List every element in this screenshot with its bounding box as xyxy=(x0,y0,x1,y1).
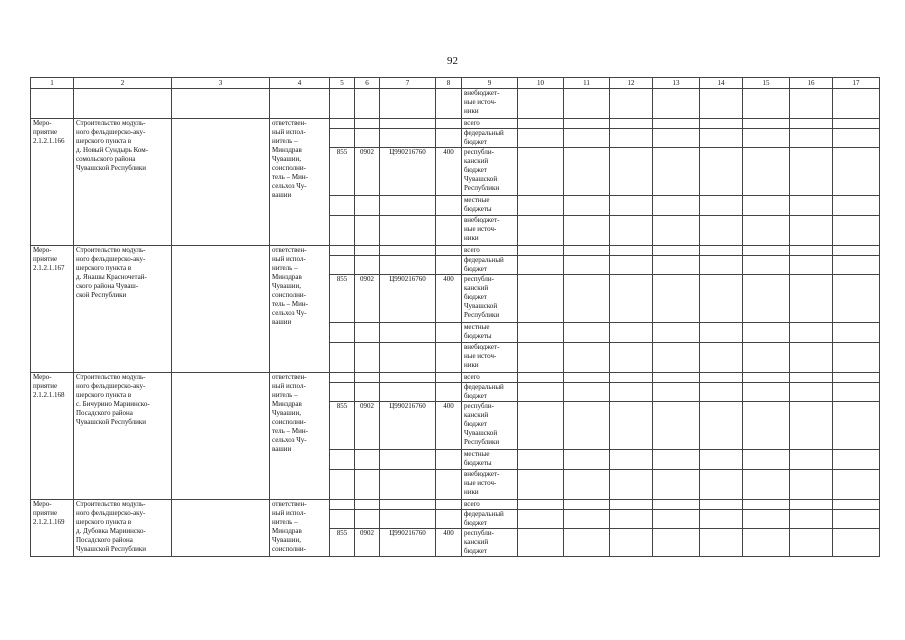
funding-source: внебюджет- ные источ- ники xyxy=(462,343,518,373)
cell-col-17 xyxy=(833,383,880,402)
cell-col-17 xyxy=(833,510,880,529)
cell-col-14 xyxy=(700,216,743,246)
cell-col-12 xyxy=(610,196,653,216)
csr-code: Ц990216760 xyxy=(380,148,436,196)
cell-col-17 xyxy=(833,402,880,450)
cell-col-15 xyxy=(743,129,790,148)
cell-col-15 xyxy=(743,275,790,323)
cell-col-6 xyxy=(355,373,380,383)
cell-col-12 xyxy=(610,529,653,557)
cell-col-15 xyxy=(743,119,790,129)
cell-col-17 xyxy=(833,246,880,256)
cell-col-8 xyxy=(436,246,462,256)
cell-col-13 xyxy=(653,129,700,148)
cell-col-5 xyxy=(330,129,355,148)
measure-col-3 xyxy=(172,119,270,246)
cell-col-7 xyxy=(380,510,436,529)
cell-col-13 xyxy=(653,246,700,256)
measure-executor: ответствен- ный испол- нитель – Минздрав Чувашии, соисполни- тель – Мин- сельхоз Чу- вашии xyxy=(270,246,330,373)
cell-col-15 xyxy=(743,196,790,216)
funding-source: внебюджет- ные источ- ники xyxy=(462,89,518,119)
measure-col-3 xyxy=(172,373,270,500)
rzpr-code: 0902 xyxy=(355,529,380,557)
funding-source: федеральный бюджет xyxy=(462,256,518,275)
cell-col-11 xyxy=(564,275,610,323)
cell-col-12 xyxy=(610,450,653,470)
column-header-2: 2 xyxy=(74,78,172,89)
cell-col-12 xyxy=(610,119,653,129)
measure-number: Меро- приятие 2.1.2.1.169 xyxy=(31,500,74,557)
cell-col-5 xyxy=(330,246,355,256)
funding-source: федеральный бюджет xyxy=(462,510,518,529)
measure-number: Меро- приятие 2.1.2.1.168 xyxy=(31,373,74,500)
cell-col-11 xyxy=(564,323,610,343)
cell-col-15 xyxy=(743,216,790,246)
cell-col-6 xyxy=(355,89,380,119)
cell-col-10 xyxy=(518,470,564,500)
cell-col-15 xyxy=(743,148,790,196)
cell-col-10 xyxy=(518,383,564,402)
cell-col-6 xyxy=(355,256,380,275)
grbs-code: 855 xyxy=(330,148,355,196)
cell-col-11 xyxy=(564,129,610,148)
cell-col-13 xyxy=(653,470,700,500)
measure-executor: ответствен- ный испол- нитель – Минздрав Чувашии, соисполни- тель – Мин- сельхоз Чу- вашии xyxy=(270,373,330,500)
cell-col-6 xyxy=(355,470,380,500)
cell-col-10 xyxy=(518,510,564,529)
funding-source: республи- канский бюджет Чувашской Республики xyxy=(462,402,518,450)
cell-col-16 xyxy=(790,373,833,383)
cell-col-14 xyxy=(700,470,743,500)
cell-col-14 xyxy=(700,402,743,450)
vr-code: 400 xyxy=(436,402,462,450)
header-row xyxy=(31,78,880,89)
funding-source: внебюджет- ные источ- ники xyxy=(462,470,518,500)
cell-col-10 xyxy=(518,450,564,470)
cell-col-11 xyxy=(564,450,610,470)
cell-col-7 xyxy=(380,450,436,470)
cell-col-15 xyxy=(743,246,790,256)
cell-col-8 xyxy=(436,470,462,500)
cell-col-13 xyxy=(653,529,700,557)
cell-col-17 xyxy=(833,129,880,148)
cell-col-7 xyxy=(380,129,436,148)
cell-col-10 xyxy=(518,196,564,216)
cell-col-11 xyxy=(564,196,610,216)
cell-col-8 xyxy=(436,383,462,402)
cell-col-12 xyxy=(610,373,653,383)
measure-executor: ответствен- ный испол- нитель – Минздрав Чувашии, соисполни- xyxy=(270,500,330,557)
cell-col-7 xyxy=(380,343,436,373)
cell-col-14 xyxy=(700,373,743,383)
funding-source: всего xyxy=(462,119,518,129)
cell-col-11 xyxy=(564,148,610,196)
cell-col-15 xyxy=(743,529,790,557)
cell-col-12 xyxy=(610,343,653,373)
cell-col-16 xyxy=(790,383,833,402)
cell-col-17 xyxy=(833,216,880,246)
cell-col-10 xyxy=(518,216,564,246)
page-number: 92 xyxy=(447,55,458,67)
measure-number: Меро- приятие 2.1.2.1.167 xyxy=(31,246,74,373)
cell-col-17 xyxy=(833,500,880,510)
measure-name: Строительство модуль- ного фельдшерско-аку- шерского пункта в д. Янашы Красночетай- ского района Чуваш- ской Республики xyxy=(74,246,172,373)
csr-code: Ц990216760 xyxy=(380,529,436,557)
cell-col-13 xyxy=(653,402,700,450)
cell-col-14 xyxy=(700,256,743,275)
cell-col-13 xyxy=(653,450,700,470)
funding-source: всего xyxy=(462,246,518,256)
cell-col-12 xyxy=(610,402,653,450)
cell-col-10 xyxy=(518,89,564,119)
column-header-14: 14 xyxy=(700,78,743,89)
column-header-5: 5 xyxy=(330,78,355,89)
cell-col-17 xyxy=(833,119,880,129)
cell-col-7 xyxy=(380,216,436,246)
cell-col-11 xyxy=(564,216,610,246)
funding-source: федеральный бюджет xyxy=(462,129,518,148)
cell-col-8 xyxy=(436,216,462,246)
cell-col-6 xyxy=(355,246,380,256)
cell-col-16 xyxy=(790,216,833,246)
cell-col-5 xyxy=(330,373,355,383)
cell-col-7 xyxy=(380,246,436,256)
column-header-1: 1 xyxy=(31,78,74,89)
cell-col-13 xyxy=(653,216,700,246)
cell-col-16 xyxy=(790,343,833,373)
cell-col-12 xyxy=(610,510,653,529)
column-header-8: 8 xyxy=(436,78,462,89)
vr-code: 400 xyxy=(436,148,462,196)
column-header-15: 15 xyxy=(743,78,790,89)
cell-col-10 xyxy=(518,256,564,275)
cell-col-15 xyxy=(743,343,790,373)
cell-col-12 xyxy=(610,148,653,196)
table-row xyxy=(31,246,880,256)
measure-name: Строительство модуль- ного фельдшерско-аку- шерского пункта в с. Бичурино Мариинско- Посадского района Чувашской Республики xyxy=(74,373,172,500)
grbs-code: 855 xyxy=(330,402,355,450)
csr-code: Ц990216760 xyxy=(380,402,436,450)
cell-col-14 xyxy=(700,323,743,343)
cell-col-13 xyxy=(653,383,700,402)
cell-col-16 xyxy=(790,510,833,529)
cell-col-13 xyxy=(653,148,700,196)
cell-col-7 xyxy=(380,89,436,119)
cell-col-16 xyxy=(790,246,833,256)
rzpr-code: 0902 xyxy=(355,148,380,196)
cell-col-12 xyxy=(610,275,653,323)
cell-col-10 xyxy=(518,529,564,557)
cell-col-15 xyxy=(743,323,790,343)
cell-col-13 xyxy=(653,89,700,119)
table-row xyxy=(31,89,880,119)
column-header-13: 13 xyxy=(653,78,700,89)
cell-col-5 xyxy=(330,510,355,529)
cell-col-15 xyxy=(743,89,790,119)
cell-col-10 xyxy=(518,402,564,450)
measure-col-3 xyxy=(172,246,270,373)
column-header-3: 3 xyxy=(172,78,270,89)
cell-col-11 xyxy=(564,470,610,500)
cell-col-10 xyxy=(518,500,564,510)
cell-col-11 xyxy=(564,383,610,402)
cell-col-12 xyxy=(610,383,653,402)
cell-col-11 xyxy=(564,529,610,557)
cell-col-8 xyxy=(436,129,462,148)
funding-source: федеральный бюджет xyxy=(462,383,518,402)
table-row xyxy=(31,119,880,129)
cell-col-15 xyxy=(743,500,790,510)
cell-col-15 xyxy=(743,450,790,470)
cell-col-11 xyxy=(564,256,610,275)
column-header-16: 16 xyxy=(790,78,833,89)
cell-col-5 xyxy=(330,119,355,129)
cell-col-11 xyxy=(564,510,610,529)
measure-number: Меро- приятие 2.1.2.1.166 xyxy=(31,119,74,246)
cell-col-12 xyxy=(610,256,653,275)
cell-col-17 xyxy=(833,196,880,216)
cell-col-15 xyxy=(743,510,790,529)
column-header-11: 11 xyxy=(564,78,610,89)
cell-col-10 xyxy=(518,119,564,129)
cell-col-16 xyxy=(790,196,833,216)
funding-source: всего xyxy=(462,500,518,510)
cell-col-5 xyxy=(330,470,355,500)
cell-col-5 xyxy=(330,196,355,216)
cell-col-7 xyxy=(380,196,436,216)
grbs-code: 855 xyxy=(330,275,355,323)
column-header-10: 10 xyxy=(518,78,564,89)
cell-col-17 xyxy=(833,470,880,500)
measure-col-3 xyxy=(172,500,270,557)
cell-col-12 xyxy=(610,323,653,343)
cell-col-7 xyxy=(380,383,436,402)
cell-col-14 xyxy=(700,343,743,373)
cell-col-16 xyxy=(790,89,833,119)
cell-col-17 xyxy=(833,256,880,275)
cell-col-15 xyxy=(743,383,790,402)
cell-col-16 xyxy=(790,470,833,500)
cell-col-6 xyxy=(355,383,380,402)
grbs-code: 855 xyxy=(330,529,355,557)
column-header-17: 17 xyxy=(833,78,880,89)
funding-source: местные бюджеты xyxy=(462,323,518,343)
cell-col-10 xyxy=(518,373,564,383)
funding-source: внебюджет- ные источ- ники xyxy=(462,216,518,246)
measure-name: Строительство модуль- ного фельдшерско-аку- шерского пункта в д. Новый Сундырь Ком- сомольского района Чувашской Республики xyxy=(74,119,172,246)
cell-col-16 xyxy=(790,129,833,148)
cell-col-8 xyxy=(436,323,462,343)
cell-col-8 xyxy=(436,500,462,510)
cell-col-14 xyxy=(700,529,743,557)
cell-col-16 xyxy=(790,500,833,510)
cell-col-13 xyxy=(653,373,700,383)
column-header-9: 9 xyxy=(462,78,518,89)
funding-source: местные бюджеты xyxy=(462,196,518,216)
cell-col-13 xyxy=(653,119,700,129)
cell-col-5 xyxy=(330,450,355,470)
cell-col-2 xyxy=(74,89,172,119)
cell-col-13 xyxy=(653,500,700,510)
cell-col-13 xyxy=(653,256,700,275)
cell-col-6 xyxy=(355,500,380,510)
cell-col-14 xyxy=(700,129,743,148)
cell-col-7 xyxy=(380,373,436,383)
cell-col-6 xyxy=(355,119,380,129)
cell-col-17 xyxy=(833,275,880,323)
cell-col-11 xyxy=(564,500,610,510)
cell-col-16 xyxy=(790,148,833,196)
cell-col-12 xyxy=(610,89,653,119)
cell-col-8 xyxy=(436,196,462,216)
cell-col-5 xyxy=(330,89,355,119)
cell-col-10 xyxy=(518,246,564,256)
cell-col-14 xyxy=(700,196,743,216)
funding-source: всего xyxy=(462,373,518,383)
funding-source: республи- канский бюджет xyxy=(462,529,518,557)
cell-col-6 xyxy=(355,450,380,470)
column-header-12: 12 xyxy=(610,78,653,89)
cell-col-13 xyxy=(653,343,700,373)
cell-col-12 xyxy=(610,216,653,246)
cell-col-15 xyxy=(743,256,790,275)
cell-col-14 xyxy=(700,89,743,119)
funding-source: республи- канский бюджет Чувашской Республики xyxy=(462,148,518,196)
cell-col-12 xyxy=(610,470,653,500)
table-row xyxy=(31,500,880,510)
cell-col-11 xyxy=(564,343,610,373)
cell-col-8 xyxy=(436,119,462,129)
cell-col-16 xyxy=(790,323,833,343)
cell-col-10 xyxy=(518,148,564,196)
cell-col-11 xyxy=(564,246,610,256)
cell-col-11 xyxy=(564,119,610,129)
cell-col-17 xyxy=(833,89,880,119)
cell-col-5 xyxy=(330,216,355,246)
cell-col-17 xyxy=(833,343,880,373)
cell-col-7 xyxy=(380,119,436,129)
column-header-4: 4 xyxy=(270,78,330,89)
cell-col-5 xyxy=(330,256,355,275)
cell-col-13 xyxy=(653,196,700,216)
cell-col-16 xyxy=(790,256,833,275)
cell-col-5 xyxy=(330,500,355,510)
cell-col-7 xyxy=(380,256,436,275)
cell-col-4 xyxy=(270,89,330,119)
cell-col-6 xyxy=(355,216,380,246)
measure-executor: ответствен- ный испол- нитель – Минздрав Чувашии, соисполни- тель – Мин- сельхоз Чу- вашии xyxy=(270,119,330,246)
cell-col-17 xyxy=(833,148,880,196)
cell-col-17 xyxy=(833,529,880,557)
cell-col-6 xyxy=(355,129,380,148)
cell-col-5 xyxy=(330,343,355,373)
cell-col-16 xyxy=(790,529,833,557)
cell-col-6 xyxy=(355,510,380,529)
cell-col-14 xyxy=(700,119,743,129)
cell-col-7 xyxy=(380,470,436,500)
cell-col-14 xyxy=(700,275,743,323)
cell-col-8 xyxy=(436,373,462,383)
cell-col-13 xyxy=(653,275,700,323)
cell-col-11 xyxy=(564,373,610,383)
measure-name: Строительство модуль- ного фельдшерско-аку- шерского пункта в д. Дубовка Мариинско- Посадского района Чувашской Республики xyxy=(74,500,172,557)
cell-col-8 xyxy=(436,256,462,275)
cell-col-14 xyxy=(700,246,743,256)
cell-col-5 xyxy=(330,323,355,343)
table-row xyxy=(31,373,880,383)
column-header-6: 6 xyxy=(355,78,380,89)
cell-col-12 xyxy=(610,246,653,256)
column-header-7: 7 xyxy=(380,78,436,89)
cell-col-16 xyxy=(790,450,833,470)
vr-code: 400 xyxy=(436,529,462,557)
cell-col-12 xyxy=(610,129,653,148)
cell-col-8 xyxy=(436,450,462,470)
vr-code: 400 xyxy=(436,275,462,323)
rzpr-code: 0902 xyxy=(355,402,380,450)
cell-col-14 xyxy=(700,510,743,529)
cell-col-10 xyxy=(518,129,564,148)
cell-col-13 xyxy=(653,323,700,343)
cell-col-16 xyxy=(790,402,833,450)
csr-code: Ц990216760 xyxy=(380,275,436,323)
cell-col-8 xyxy=(436,343,462,373)
cell-col-15 xyxy=(743,470,790,500)
cell-col-16 xyxy=(790,275,833,323)
cell-col-14 xyxy=(700,500,743,510)
cell-col-7 xyxy=(380,323,436,343)
cell-col-14 xyxy=(700,148,743,196)
cell-col-7 xyxy=(380,500,436,510)
cell-col-17 xyxy=(833,373,880,383)
cell-col-17 xyxy=(833,450,880,470)
funding-source: местные бюджеты xyxy=(462,450,518,470)
program-table xyxy=(30,77,880,557)
cell-col-13 xyxy=(653,510,700,529)
cell-col-17 xyxy=(833,323,880,343)
cell-col-8 xyxy=(436,89,462,119)
cell-col-15 xyxy=(743,373,790,383)
cell-col-14 xyxy=(700,383,743,402)
cell-col-3 xyxy=(172,89,270,119)
cell-col-1 xyxy=(31,89,74,119)
cell-col-11 xyxy=(564,402,610,450)
cell-col-6 xyxy=(355,323,380,343)
rzpr-code: 0902 xyxy=(355,275,380,323)
cell-col-15 xyxy=(743,402,790,450)
cell-col-8 xyxy=(436,510,462,529)
cell-col-11 xyxy=(564,89,610,119)
cell-col-12 xyxy=(610,500,653,510)
cell-col-5 xyxy=(330,383,355,402)
cell-col-10 xyxy=(518,323,564,343)
funding-source: республи- канский бюджет Чувашской Республики xyxy=(462,275,518,323)
cell-col-10 xyxy=(518,343,564,373)
cell-col-16 xyxy=(790,119,833,129)
cell-col-6 xyxy=(355,196,380,216)
cell-col-6 xyxy=(355,343,380,373)
cell-col-14 xyxy=(700,450,743,470)
cell-col-10 xyxy=(518,275,564,323)
